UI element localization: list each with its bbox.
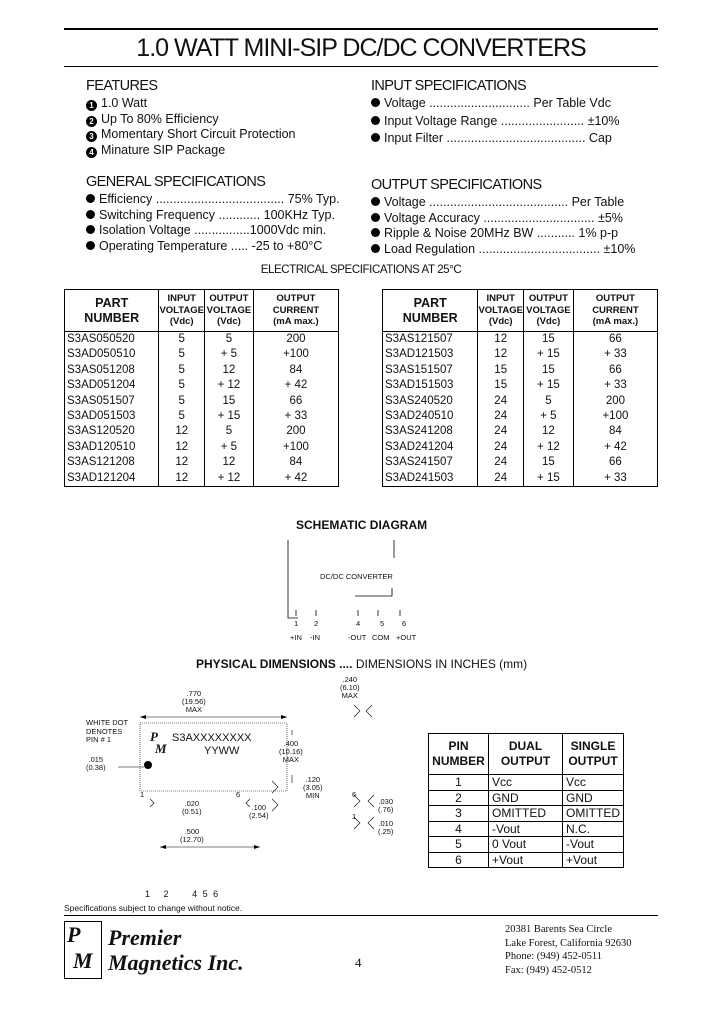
col-part-number: PART NUMBER bbox=[383, 290, 478, 332]
output-voltage-cell: + 12 bbox=[204, 378, 253, 393]
input-voltage-cell: 12 bbox=[159, 455, 205, 470]
feature-item: 4 Minature SIP Package bbox=[86, 143, 296, 159]
input-specs-list bbox=[371, 96, 619, 147]
dim-pin-length: .120 (3.05) MIN bbox=[303, 775, 323, 800]
output-voltage-cell: + 12 bbox=[523, 440, 573, 455]
col-input-voltage: INPUT VOLTAGE (Vdc) bbox=[478, 290, 524, 332]
output-current-cell: 84 bbox=[253, 455, 338, 470]
spec-item: Isolation Voltage ................1000Vdc min. bbox=[86, 223, 340, 239]
spec-item: Voltage ........................................ Per Table bbox=[371, 195, 635, 211]
part-number-cell: S3AS151507 bbox=[383, 363, 478, 378]
input-voltage-cell: 24 bbox=[478, 471, 524, 487]
white-dot-note: WHITE DOT DENOTES PIN # 1 bbox=[86, 718, 129, 744]
input-voltage-cell: 12 bbox=[159, 471, 205, 487]
output-current-cell: + 33 bbox=[573, 347, 657, 362]
output-current-cell: 200 bbox=[253, 332, 338, 348]
schematic-pin-number: 1 bbox=[294, 619, 299, 628]
table-row bbox=[65, 440, 339, 455]
schematic-pin-label: +IN bbox=[290, 633, 302, 642]
table-row bbox=[383, 455, 658, 470]
input-voltage-cell: 24 bbox=[478, 424, 524, 439]
output-current-cell: 84 bbox=[253, 363, 338, 378]
input-voltage-cell: 12 bbox=[478, 332, 524, 348]
input-voltage-cell: 12 bbox=[478, 347, 524, 362]
package-marking-date: YYWW bbox=[204, 745, 240, 757]
table-row bbox=[429, 821, 624, 837]
general-specs-list bbox=[86, 192, 340, 254]
schematic-title: SCHEMATIC DIAGRAM bbox=[296, 518, 428, 532]
single-output-cell: OMITTED bbox=[563, 806, 624, 822]
table-row bbox=[65, 424, 339, 439]
input-voltage-cell: 24 bbox=[478, 440, 524, 455]
output-current-cell: +100 bbox=[253, 347, 338, 362]
feature-item: 2 Up To 80% Efficiency bbox=[86, 112, 296, 128]
part-number-cell: S3AD050510 bbox=[65, 347, 159, 362]
part-number-cell: S3AS050520 bbox=[65, 332, 159, 348]
table-row bbox=[65, 394, 339, 409]
part-number-cell: S3AS051208 bbox=[65, 363, 159, 378]
output-specs-heading: OUTPUT SPECIFICATIONS bbox=[371, 177, 542, 193]
general-specs-heading: GENERAL SPECIFICATIONS bbox=[86, 174, 266, 190]
bullet-icon bbox=[86, 225, 95, 234]
spec-item: Load Regulation ................................... ±10% bbox=[371, 242, 635, 258]
part-number-cell: S3AS051507 bbox=[65, 394, 159, 409]
schematic-pin-label: -OUT bbox=[348, 633, 367, 642]
part-number-cell: S3AS121208 bbox=[65, 455, 159, 470]
page-number: 4 bbox=[355, 955, 362, 970]
dim-height: .400 (10.16) MAX bbox=[279, 739, 303, 764]
bullet-icon bbox=[371, 244, 380, 253]
output-current-cell: 66 bbox=[253, 394, 338, 409]
single-output-cell: Vcc bbox=[563, 775, 624, 791]
part-number-cell: S3AD240510 bbox=[383, 409, 478, 424]
spec-item: Efficiency ..................................... 75% Typ. bbox=[86, 192, 340, 208]
input-voltage-cell: 12 bbox=[159, 440, 205, 455]
spec-item: Operating Temperature ..... -25 to +80°C bbox=[86, 239, 340, 255]
number-badge-icon: 1 bbox=[86, 100, 97, 111]
part-number-cell: S3AS121507 bbox=[383, 332, 478, 348]
table-row bbox=[429, 775, 624, 791]
dim-side-a: .030 (.76) bbox=[378, 797, 394, 814]
output-voltage-cell: + 5 bbox=[204, 347, 253, 362]
part-number-cell: S3AD241204 bbox=[383, 440, 478, 455]
feature-item: 1 1.0 Watt bbox=[86, 96, 296, 112]
bullet-icon bbox=[86, 210, 95, 219]
output-voltage-cell: + 15 bbox=[523, 347, 573, 362]
part-number-cell: S3AD151503 bbox=[383, 378, 478, 393]
side-pin-label: 6 bbox=[352, 790, 357, 799]
electrical-table-left bbox=[64, 289, 339, 487]
table-row bbox=[65, 363, 339, 378]
dim-span: .500 (12.70) bbox=[180, 827, 204, 844]
output-current-cell: + 33 bbox=[573, 378, 657, 393]
feature-item: 3 Momentary Short Circuit Protection bbox=[86, 127, 296, 143]
pin-number-cell: 1 bbox=[429, 775, 489, 791]
bullet-icon bbox=[86, 241, 95, 250]
dim-thickness: .240 (6.10) MAX bbox=[340, 675, 360, 700]
bullet-icon bbox=[86, 194, 95, 203]
table-row bbox=[429, 852, 624, 868]
input-voltage-cell: 12 bbox=[159, 424, 205, 439]
table-row bbox=[383, 424, 658, 439]
part-number-cell: S3AD120510 bbox=[65, 440, 159, 455]
table-row bbox=[65, 332, 339, 348]
col-dual-output: DUAL OUTPUT bbox=[489, 734, 563, 775]
output-voltage-cell: 15 bbox=[204, 394, 253, 409]
schematic-pin-label: -IN bbox=[310, 633, 320, 642]
table-row bbox=[383, 471, 658, 487]
part-number-cell: S3AS120520 bbox=[65, 424, 159, 439]
output-current-cell: 84 bbox=[573, 424, 657, 439]
table-row bbox=[429, 806, 624, 822]
dim-width: .770 (19.56) MAX bbox=[182, 689, 206, 714]
part-number-cell: S3AD051204 bbox=[65, 378, 159, 393]
dim-first-pin: .020 (0.51) bbox=[182, 799, 202, 816]
schematic-pin-label: +OUT bbox=[396, 633, 417, 642]
output-voltage-cell: + 12 bbox=[204, 471, 253, 487]
physical-dimensions-title: PHYSICAL DIMENSIONS .... DIMENSIONS IN INCHES (mm) bbox=[196, 657, 528, 671]
spec-item: Switching Frequency ............ 100KHz Typ. bbox=[86, 208, 340, 224]
output-voltage-cell: 12 bbox=[204, 455, 253, 470]
company-address: 20381 Barents Sea Circle Lake Forest, California 92630 Phone: (949) 452-0511 Fax: (949) 452-0512 bbox=[505, 924, 632, 976]
pin-function-table bbox=[428, 733, 624, 868]
bottom-pin-labels: 1 2 4 5 6 bbox=[145, 889, 219, 899]
output-current-cell: 200 bbox=[573, 394, 657, 409]
dual-output-cell: 0 Vout bbox=[489, 837, 563, 853]
side-pin-label: 1 bbox=[352, 812, 357, 821]
output-voltage-cell: 15 bbox=[523, 332, 573, 348]
output-voltage-cell: + 15 bbox=[204, 409, 253, 424]
footer-rule bbox=[64, 915, 658, 916]
output-voltage-cell: 15 bbox=[523, 363, 573, 378]
output-current-cell: 66 bbox=[573, 455, 657, 470]
body-pin-label: 1 bbox=[140, 790, 145, 799]
dim-pitch: .100 (2.54) bbox=[249, 803, 269, 820]
title-underline bbox=[64, 66, 658, 67]
part-number-cell: S3AD121204 bbox=[65, 471, 159, 487]
table-row bbox=[383, 394, 658, 409]
schematic-pin-label: COM bbox=[372, 633, 390, 642]
output-voltage-cell: + 5 bbox=[204, 440, 253, 455]
input-voltage-cell: 5 bbox=[159, 378, 205, 393]
company-logo-letters: P M bbox=[67, 922, 93, 973]
col-output-current: OUTPUT CURRENT (mA max.) bbox=[253, 290, 338, 332]
table-row bbox=[383, 378, 658, 393]
features-heading: FEATURES bbox=[86, 78, 158, 94]
table-row bbox=[429, 790, 624, 806]
table-row bbox=[65, 455, 339, 470]
table-row bbox=[383, 409, 658, 424]
page-title: 1.0 WATT MINI-SIP DC/DC CONVERTERS bbox=[136, 34, 586, 62]
company-name-line1: Premier bbox=[108, 925, 182, 950]
table-row bbox=[65, 378, 339, 393]
table-row bbox=[383, 440, 658, 455]
output-current-cell: + 33 bbox=[573, 471, 657, 487]
company-name-line2: Magnetics Inc. bbox=[108, 950, 244, 975]
output-specs-list bbox=[371, 195, 635, 257]
table-row bbox=[383, 363, 658, 378]
spec-item: Voltage ............................. Per Table Vdc bbox=[371, 96, 619, 112]
col-output-voltage: OUTPUT VOLTAGE (Vdc) bbox=[523, 290, 573, 332]
spec-item: Input Voltage Range ........................ ±10% bbox=[371, 114, 619, 130]
output-current-cell: +100 bbox=[573, 409, 657, 424]
output-current-cell: + 42 bbox=[253, 378, 338, 393]
col-pin-number: PIN NUMBER bbox=[429, 734, 489, 775]
input-voltage-cell: 15 bbox=[478, 363, 524, 378]
table-row bbox=[65, 409, 339, 424]
output-voltage-cell: + 15 bbox=[523, 378, 573, 393]
output-current-cell: +100 bbox=[253, 440, 338, 455]
input-voltage-cell: 15 bbox=[478, 378, 524, 393]
part-number-cell: S3AS241507 bbox=[383, 455, 478, 470]
output-current-cell: + 42 bbox=[573, 440, 657, 455]
dual-output-cell: GND bbox=[489, 790, 563, 806]
input-voltage-cell: 5 bbox=[159, 347, 205, 362]
output-voltage-cell: 15 bbox=[523, 455, 573, 470]
dim-dot-offset: .015 (0.38) bbox=[86, 755, 106, 772]
col-input-voltage: INPUT VOLTAGE (Vdc) bbox=[159, 290, 205, 332]
part-number-cell: S3AD051503 bbox=[65, 409, 159, 424]
bullet-icon bbox=[371, 213, 380, 222]
input-voltage-cell: 5 bbox=[159, 409, 205, 424]
top-rule bbox=[64, 28, 658, 30]
schematic-pin-number: 5 bbox=[380, 619, 385, 628]
input-voltage-cell: 24 bbox=[478, 394, 524, 409]
input-voltage-cell: 5 bbox=[159, 332, 205, 348]
dual-output-cell: OMITTED bbox=[489, 806, 563, 822]
table-row bbox=[65, 347, 339, 362]
input-voltage-cell: 5 bbox=[159, 394, 205, 409]
part-number-cell: S3AD241503 bbox=[383, 471, 478, 487]
features-list bbox=[86, 96, 296, 158]
table-row bbox=[383, 332, 658, 348]
single-output-cell: GND bbox=[563, 790, 624, 806]
pin-number-cell: 6 bbox=[429, 852, 489, 868]
col-part-number: PART NUMBER bbox=[65, 290, 159, 332]
output-current-cell: 200 bbox=[253, 424, 338, 439]
package-logo: P M bbox=[150, 729, 167, 756]
output-voltage-cell: 12 bbox=[523, 424, 573, 439]
output-current-cell: 66 bbox=[573, 332, 657, 348]
input-voltage-cell: 24 bbox=[478, 455, 524, 470]
schematic-diagram bbox=[280, 538, 430, 638]
output-voltage-cell: 5 bbox=[204, 332, 253, 348]
schematic-pin-number: 2 bbox=[314, 619, 319, 628]
number-badge-icon: 3 bbox=[86, 131, 97, 142]
dual-output-cell: -Vout bbox=[489, 821, 563, 837]
dim-side-b: .010 (.25) bbox=[378, 819, 394, 836]
schematic-pin-number: 4 bbox=[356, 619, 361, 628]
input-voltage-cell: 5 bbox=[159, 363, 205, 378]
output-current-cell: + 33 bbox=[253, 409, 338, 424]
pin-number-cell: 2 bbox=[429, 790, 489, 806]
part-number-cell: S3AD121503 bbox=[383, 347, 478, 362]
output-voltage-cell: 5 bbox=[523, 394, 573, 409]
col-output-voltage: OUTPUT VOLTAGE (Vdc) bbox=[204, 290, 253, 332]
output-current-cell: + 42 bbox=[253, 471, 338, 487]
pin-number-cell: 4 bbox=[429, 821, 489, 837]
col-output-current: OUTPUT CURRENT (mA max.) bbox=[573, 290, 657, 332]
output-current-cell: 66 bbox=[573, 363, 657, 378]
single-output-cell: +Vout bbox=[563, 852, 624, 868]
bullet-icon bbox=[371, 116, 380, 125]
electrical-table-right bbox=[382, 289, 658, 487]
output-voltage-cell: 5 bbox=[204, 424, 253, 439]
converter-box-label: DC/DC CONVERTER bbox=[320, 572, 393, 581]
bullet-icon bbox=[371, 228, 380, 237]
package-marking-part: S3AXXXXXXXX bbox=[172, 732, 252, 744]
single-output-cell: -Vout bbox=[563, 837, 624, 853]
table-row bbox=[383, 347, 658, 362]
number-badge-icon: 4 bbox=[86, 147, 97, 158]
pin-number-cell: 5 bbox=[429, 837, 489, 853]
bullet-icon bbox=[371, 98, 380, 107]
spec-item: Ripple & Noise 20MHz BW ........... 1% p-p bbox=[371, 226, 635, 242]
dual-output-cell: +Vout bbox=[489, 852, 563, 868]
input-specs-heading: INPUT SPECIFICATIONS bbox=[371, 78, 527, 94]
electrical-specs-heading: ELECTRICAL SPECIFICATIONS AT 25°C bbox=[260, 264, 462, 276]
schematic-pin-number: 6 bbox=[402, 619, 407, 628]
input-voltage-cell: 24 bbox=[478, 409, 524, 424]
footnote: Specifications subject to change without notice. bbox=[64, 903, 243, 913]
table-row bbox=[65, 471, 339, 487]
number-badge-icon: 2 bbox=[86, 116, 97, 127]
part-number-cell: S3AS241208 bbox=[383, 424, 478, 439]
spec-item: Input Filter ........................................ Cap bbox=[371, 131, 619, 147]
output-voltage-cell: + 15 bbox=[523, 471, 573, 487]
body-pin-label: 6 bbox=[236, 790, 241, 799]
dual-output-cell: Vcc bbox=[489, 775, 563, 791]
pin-number-cell: 3 bbox=[429, 806, 489, 822]
part-number-cell: S3AS240520 bbox=[383, 394, 478, 409]
output-voltage-cell: 12 bbox=[204, 363, 253, 378]
output-voltage-cell: + 5 bbox=[523, 409, 573, 424]
bullet-icon bbox=[371, 133, 380, 142]
col-single-output: SINGLE OUTPUT bbox=[563, 734, 624, 775]
bullet-icon bbox=[371, 197, 380, 206]
table-row bbox=[429, 837, 624, 853]
spec-item: Voltage Accuracy ................................ ±5% bbox=[371, 211, 635, 227]
single-output-cell: N.C. bbox=[563, 821, 624, 837]
